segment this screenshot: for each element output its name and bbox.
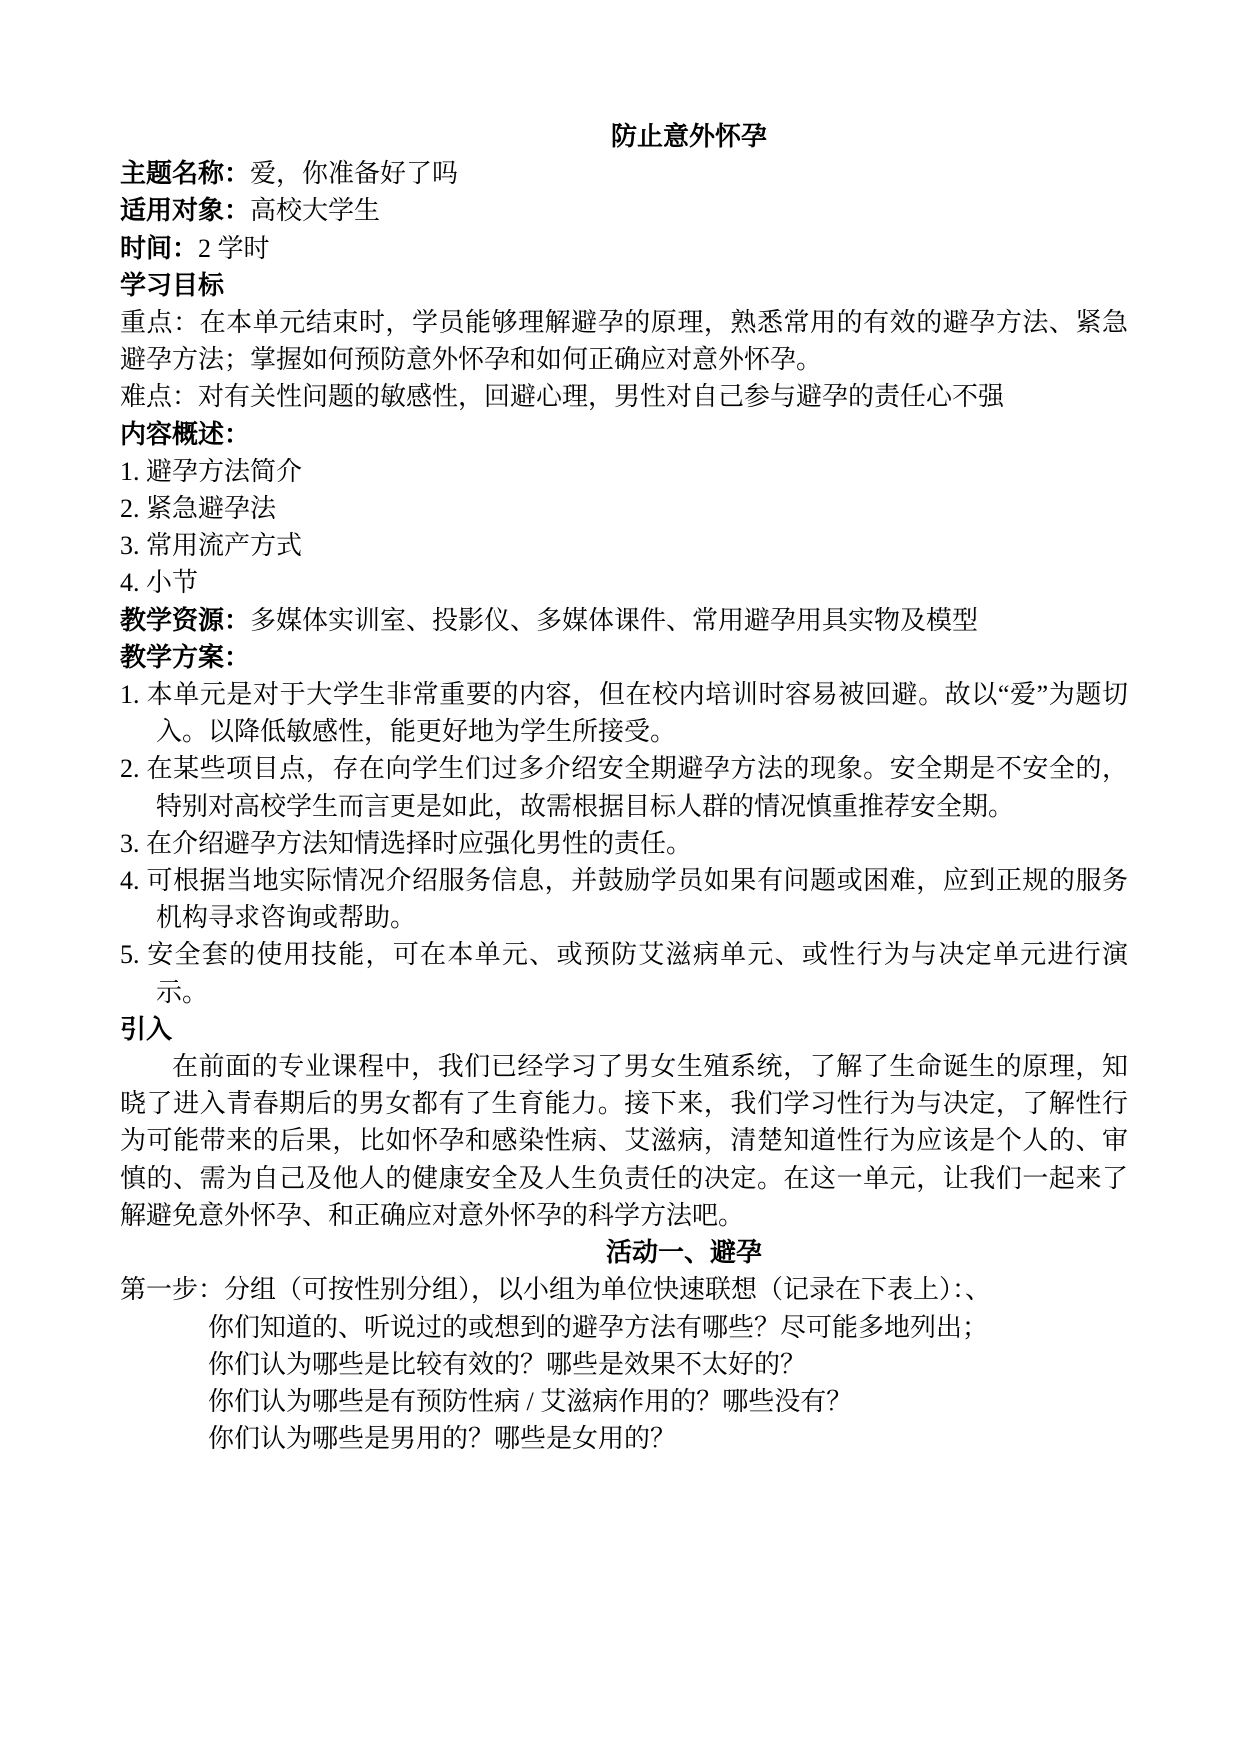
plan-item: 4. 可根据当地实际情况介绍服务信息，并鼓励学员如果有问题或困难，应到正规的服务机构寻求咨询或帮助。 <box>120 866 1128 933</box>
audience-value: 高校大学生 <box>250 196 381 226</box>
time-label: 时间： <box>120 233 199 263</box>
plan-item: 1. 本单元是对于大学生非常重要的内容，但在校内培训时容易被回避。故以“爱”为题切入。以降低敏感性，能更好地为学生所接受。 <box>120 680 1128 747</box>
activity1-question: 你们认为哪些是比较有效的？哪些是效果不太好的？ <box>208 1349 807 1379</box>
time-line <box>120 230 1128 267</box>
plan-item: 2. 在某些项目点，存在向学生们过多介绍安全期避孕方法的现象。安全期是不安全的，特别对高校学生而言更是如此，故需根据目标人群的情况慎重推荐安全期。 <box>120 754 1128 821</box>
document-title: 防止意外怀孕 <box>610 122 767 151</box>
theme-value: 爱，你准备好了吗 <box>250 159 459 189</box>
objectives-difficult: 难点：对有关性问题的敏感性，回避心理，男性对自己参与避孕的责任心不强 <box>120 382 1005 412</box>
activity1-question: 你们认为哪些是有预防性病 / 艾滋病作用的？哪些没有？ <box>208 1386 853 1416</box>
resources-value: 多媒体实训室、投影仪、多媒体课件、常用避孕用具实物及模型 <box>250 605 979 635</box>
overview-item: 1. 避孕方法简介 <box>120 456 303 486</box>
time-value: 2 学时 <box>198 233 270 263</box>
theme-line <box>120 155 1128 192</box>
resources-label: 教学资源： <box>120 605 251 635</box>
audience-label: 适用对象： <box>120 196 251 226</box>
audience-line <box>120 192 1128 229</box>
overview-item: 4. 小节 <box>120 568 199 598</box>
plan-item: 5. 安全套的使用技能，可在本单元、或预防艾滋病单元、或性行为与决定单元进行演示。 <box>120 940 1128 1007</box>
theme-label: 主题名称： <box>120 159 251 189</box>
overview-item: 2. 紧急避孕法 <box>120 494 277 524</box>
document-page <box>120 118 1128 1457</box>
objectives-key: 重点：在本单元结束时，学员能够理解避孕的原理，熟悉常用的有效的避孕方法、紧急避孕方法；掌握如何预防意外怀孕和如何正确应对意外怀孕。 <box>120 308 1128 375</box>
plan-heading: 教学方案： <box>120 642 251 672</box>
overview-item: 3. 常用流产方式 <box>120 531 303 561</box>
resources-line <box>120 602 1128 639</box>
intro-heading: 引入 <box>120 1014 173 1044</box>
activity1-heading: 活动一、避孕 <box>605 1238 762 1268</box>
overview-heading: 内容概述： <box>120 419 251 449</box>
activity1-question: 你们认为哪些是男用的？哪些是女用的？ <box>208 1424 677 1454</box>
intro-text: 在前面的专业课程中，我们已经学习了男女生殖系统，了解了生命诞生的原理，知晓了进入青春期后的男女都有了生育能力。接下来，我们学习性行为与决定，了解性行为可能带来的后果，比如怀孕和感染性病、艾滋病，清楚知道性行为应该是个人的、审慎的、需为自己及他人的健康安全及人生负责任的决定。在这一单元，让我们一起来了解避免意外怀孕、和正确应对意外怀孕的科学方法吧。 <box>120 1052 1128 1230</box>
activity1-question: 你们知道的、听说过的或想到的避孕方法有哪些？尽可能多地列出； <box>208 1312 989 1342</box>
plan-item: 3. 在介绍避孕方法知情选择时应强化男性的责任。 <box>120 828 693 858</box>
objectives-heading: 学习目标 <box>120 270 225 300</box>
activity1-step1: 第一步：分组（可按性别分组），以小组为单位快速联想（记录在下表上）：、 <box>120 1275 992 1305</box>
